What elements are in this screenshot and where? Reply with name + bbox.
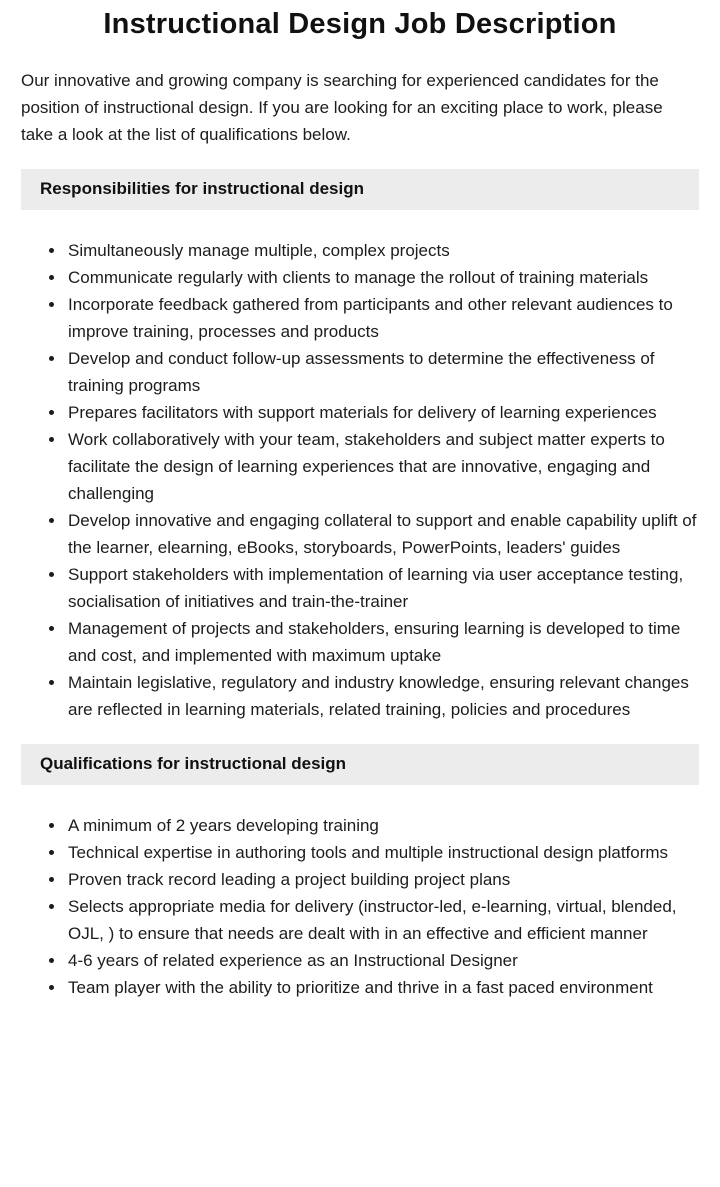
list-item: • 4-6 years of related experience as an Instructional Designer [66,947,699,974]
section-heading-responsibilities: Responsibilities for instructional design [21,169,699,210]
section-qualifications [21,744,699,1001]
list-item: • Develop innovative and engaging collateral to support and enable capability uplift of the learner, elearning, eBooks, storyboards, PowerPoints, leaders' guides [66,507,699,561]
list-item: • Support stakeholders with implementation of learning via user acceptance testing, socialisation of initiatives and train-the-trainer [66,561,699,615]
list-item: • Work collaboratively with your team, stakeholders and subject matter experts to facilitate the design of learning experiences that are innovative, engaging and challenging [66,426,699,507]
list-item: • Proven track record leading a project building project plans [66,866,699,893]
list-item: • Simultaneously manage multiple, complex projects [66,237,699,264]
list-item: • Team player with the ability to prioritize and thrive in a fast paced environment [66,974,699,1001]
responsibilities-list [21,237,699,723]
section-responsibilities [21,169,699,723]
list-item: • Selects appropriate media for delivery (instructor-led, e-learning, virtual, blended, OJL, ) to ensure that needs are dealt with in an effective and efficient manner [66,893,699,947]
list-item: • Develop and conduct follow-up assessments to determine the effectiveness of training programs [66,345,699,399]
page-title: Instructional Design Job Description [103,8,617,40]
section-heading-qualifications: Qualifications for instructional design [21,744,699,785]
list-item: • Management of projects and stakeholders, ensuring learning is developed to time and cost, and implemented with maximum uptake [66,615,699,669]
intro-paragraph: Our innovative and growing company is searching for experienced candidates for the position of instructional design. If you are looking for an exciting place to work, please take a look at the list of qualifications below. [21,71,663,144]
list-item: • Incorporate feedback gathered from participants and other relevant audiences to improve training, processes and products [66,291,699,345]
list-item: • Technical expertise in authoring tools and multiple instructional design platforms [66,839,699,866]
list-item: • Maintain legislative, regulatory and industry knowledge, ensuring relevant changes are reflected in learning materials, related training, policies and procedures [66,669,699,723]
qualifications-list [21,812,699,1001]
list-item: • A minimum of 2 years developing training [66,812,699,839]
list-item: • Communicate regularly with clients to manage the rollout of training materials [66,264,699,291]
list-item: • Prepares facilitators with support materials for delivery of learning experiences [66,399,699,426]
